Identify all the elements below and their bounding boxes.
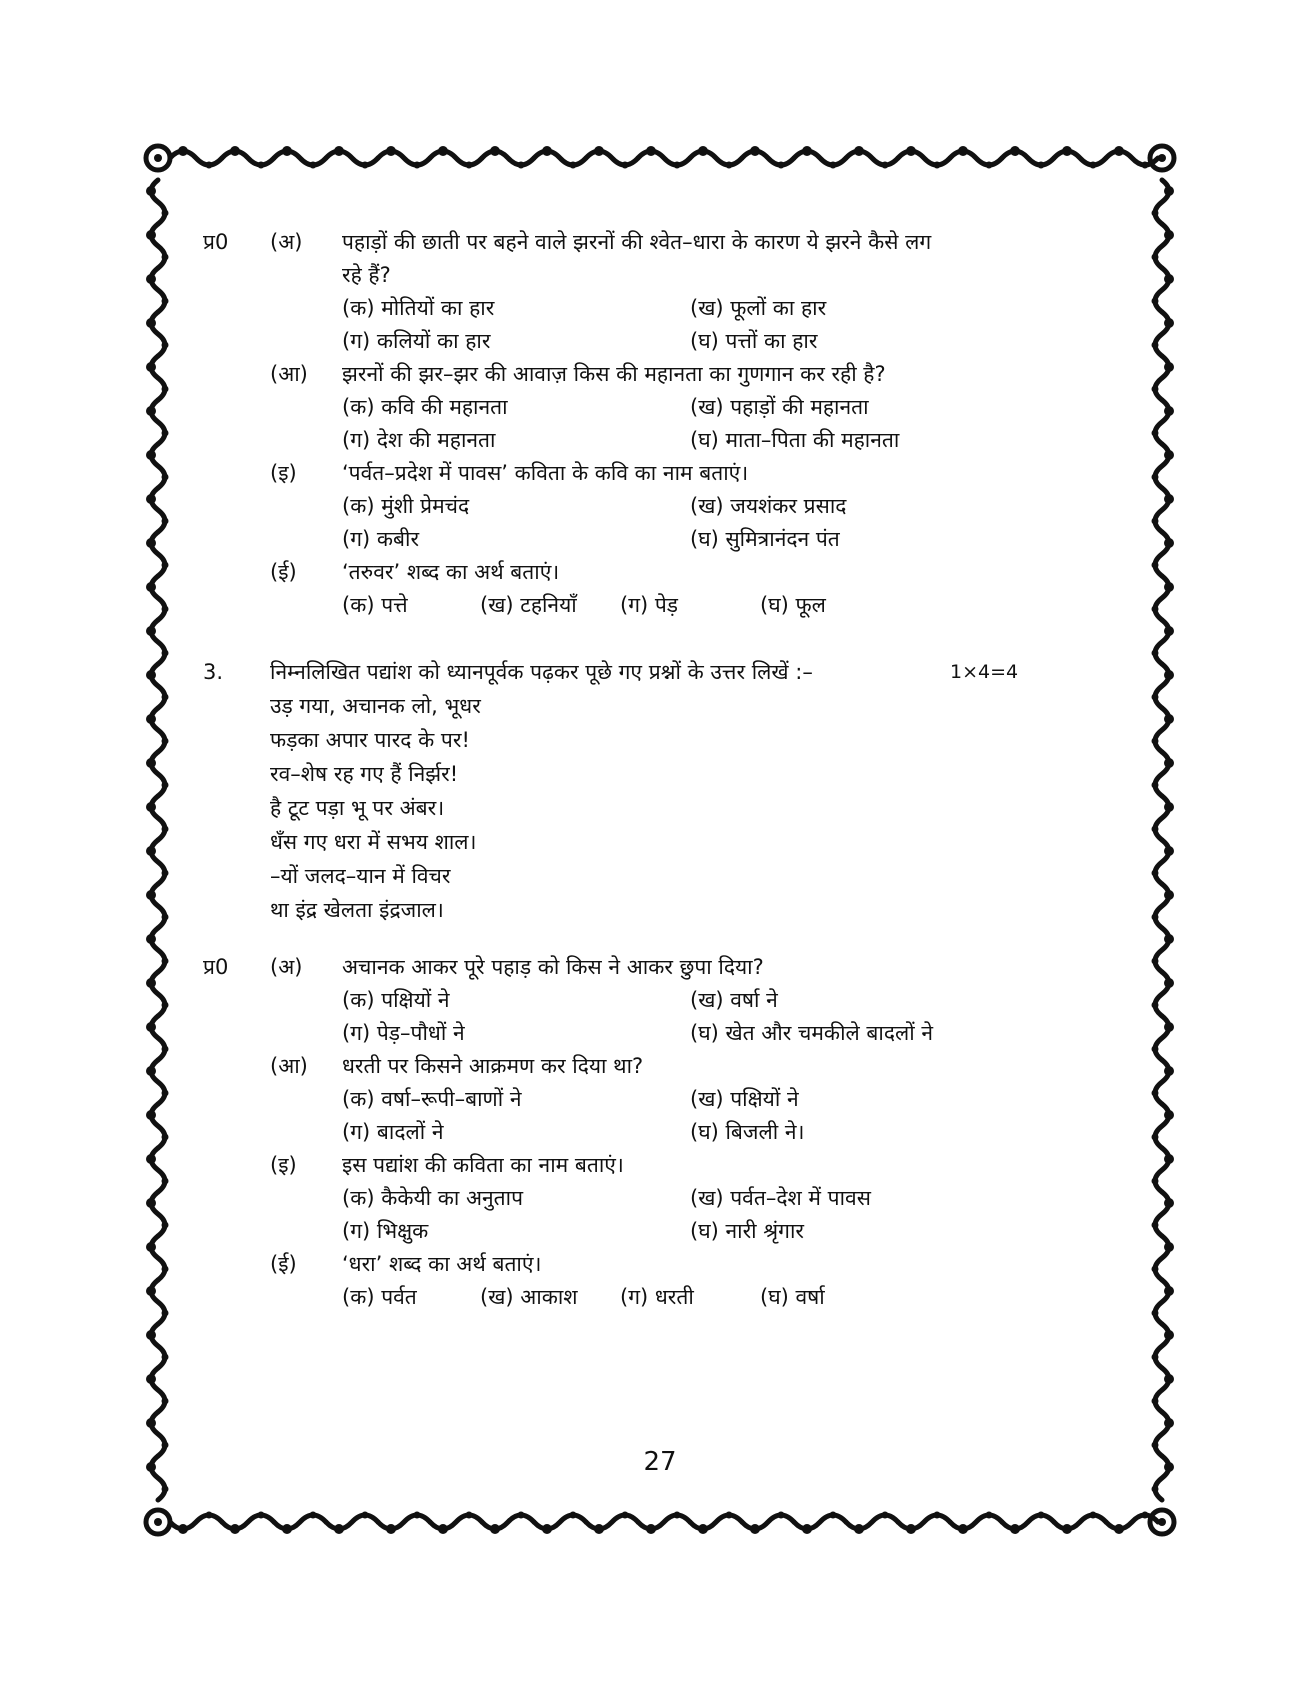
question-text: पहाड़ों की छाती पर बहने वाले झरनों की श्वेत–धारा के कारण ये झरने कैसे लग [342,230,932,254]
option-text: (क) पक्षियों ने [342,988,450,1012]
marks: 1×4=4 [950,661,1019,683]
option-text: (क) कैकेयी का अनुताप [342,1186,524,1210]
option-text: (क) पत्ते [342,593,408,617]
option-text: (क) कवि की महानता [342,395,508,419]
question-label: प्र0 [203,230,229,254]
option-text: (ग) देश की महानता [342,428,496,452]
option-text: (ग) धरती [620,1285,694,1309]
option-text: (ग) पेड़ [620,593,679,617]
question-label: प्र0 [203,955,229,979]
option-text: (ख) फूलों का हार [690,296,827,320]
subquestion-label: (इ) [270,461,297,485]
question-text: ‘धरा’ शब्द का अर्थ बताएं। [342,1252,542,1276]
option-text: (घ) खेत और चमकीले बादलों ने [690,1021,934,1045]
section-number: 3. [203,660,224,684]
poem-line: उड़ गया, अचानक लो, भूधर [270,694,481,718]
subquestion-label: (आ) [270,362,308,386]
option-text: (घ) सुमित्रानंदन पंत [690,527,840,551]
page-content [140,140,1180,1540]
subquestion-label: (अ) [270,955,303,979]
question-text: ‘तरुवर’ शब्द का अर्थ बताएं। [342,560,560,584]
option-text: (ख) पहाड़ों की महानता [690,395,869,419]
question-text: अचानक आकर पूरे पहाड़ को किस ने आकर छुपा दिया? [342,955,764,979]
question-text: ‘पर्वत–प्रदेश में पावस’ कविता के कवि का नाम बताएं। [342,461,749,485]
poem-line: रव–शेष रह गए हैं निर्झर! [270,762,459,786]
option-text: (ख) आकाश [480,1285,578,1309]
subquestion-label: (ई) [270,560,297,584]
option-text: (ग) बादलों ने [342,1120,444,1144]
option-text: (ख) पर्वत–देश में पावस [690,1186,871,1210]
section-instruction: निम्नलिखित पद्यांश को ध्यानपूर्वक पढ़कर पूछे गए प्रश्नों के उत्तर लिखें :– [270,660,813,684]
option-text: (ग) कबीर [342,527,420,551]
option-text: (घ) पत्तों का हार [690,329,818,353]
subquestion-label: (आ) [270,1054,308,1078]
option-text: (क) मोतियों का हार [342,296,495,320]
option-text: (घ) माता–पिता की महानता [690,428,900,452]
option-text: (ख) जयशंकर प्रसाद [690,494,847,518]
poem-line: धँस गए धरा में सभय शाल। [270,830,477,854]
option-text: (क) वर्षा–रूपी–बाणों ने [342,1087,522,1111]
poem-line: फड़का अपार पारद के पर! [270,728,470,752]
option-text: (घ) बिजली ने। [690,1120,805,1144]
option-text: (घ) फूल [760,593,826,617]
option-text: (घ) नारी श्रृंगार [690,1219,804,1243]
option-text: (ख) टहनियाँ [480,593,577,617]
option-text: (घ) वर्षा [760,1285,825,1309]
poem-line: था इंद्र खेलता इंद्रजाल। [270,898,444,922]
poem-line: –यों जलद–यान में विचर [270,864,451,888]
question-text: इस पद्यांश की कविता का नाम बताएं। [342,1153,624,1177]
option-text: (ग) पेड़–पौधों ने [342,1021,465,1045]
question-text: धरती पर किसने आक्रमण कर दिया था? [342,1054,644,1078]
subquestion-label: (इ) [270,1153,297,1177]
option-text: (क) मुंशी प्रेमचंद [342,494,470,518]
option-text: (ख) पक्षियों ने [690,1087,799,1111]
option-text: (ख) वर्षा ने [690,988,778,1012]
subquestion-label: (अ) [270,230,303,254]
option-text: (क) पर्वत [342,1285,417,1309]
option-text: (ग) भिक्षुक [342,1219,429,1243]
page-number: 27 [643,1447,677,1477]
option-text: (ग) कलियों का हार [342,329,491,353]
question-text: झरनों की झर–झर की आवाज़ किस की महानता का गुणगान कर रही है? [342,362,886,386]
subquestion-label: (ई) [270,1252,297,1276]
question-text: रहे हैं? [342,263,391,287]
poem-line: है टूट पड़ा भू पर अंबर। [270,796,445,820]
